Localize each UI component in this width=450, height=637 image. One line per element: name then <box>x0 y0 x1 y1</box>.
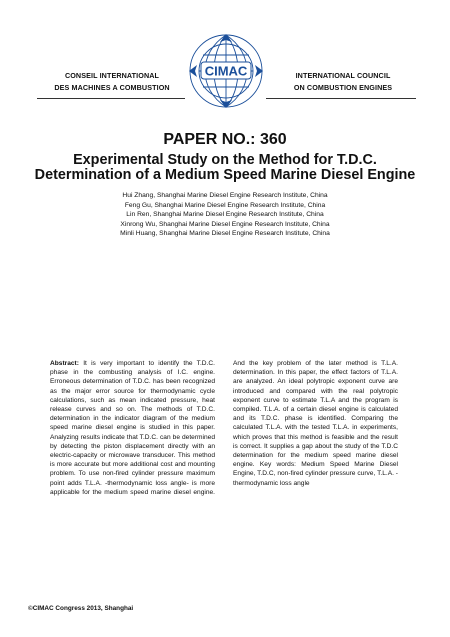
footer-copyright: ©CIMAC Congress 2013, Shanghai <box>28 605 134 612</box>
cimac-logo <box>188 33 264 109</box>
author-line: Feng Gu, Shanghai Marine Diesel Engine Research Institute, China <box>124 201 326 209</box>
abstract <box>50 359 398 497</box>
french-org-name <box>37 70 187 94</box>
abstract-label: Abstract: <box>50 360 79 367</box>
paper-number: PAPER NO.: 360 <box>163 131 287 148</box>
org-line: DES MACHINES A COMBUSTION <box>54 83 170 92</box>
english-org-name <box>268 70 418 94</box>
org-line: INTERNATIONAL COUNCIL <box>295 71 391 80</box>
org-line: ON COMBUSTION ENGINES <box>293 83 393 92</box>
author-line: Hui Zhang, Shanghai Marine Diesel Engine Research Institute, China <box>122 192 328 199</box>
paper-title: Experimental Study on the Method for T.D.C. Determination of a Medium Speed Marine Diesel Engine <box>34 152 416 183</box>
abstract-text: It is very important to identify the T.D.C. phase in the combusting analysis of I.C. engine. Erroneous determination of T.D.C. has been recognized as the major error source for thermodynamic cycle calculations, such as mean indicated pressure, heat release curves and so on. The methods of T.D.C. determination in the indicator diagram of the medium speed marine diesel engine is studied in this paper. Analyzing results indicate that T.D.C. can be determined by detecting the piston displacement directly with an electric-capacity or microwave transducer. This method is more accurate but more additional cost and mounting problem. To use non-fired cylinder pressure maximum point adds T.L.A. -thermodynamic loss angle- is more applicable for the medium speed marine diesel engine. And the key problem of the later method is T.L.A. determination. In this paper, the effect factors of T.L.A. are analyzed. An ideal polytropic exponent curve are introduced and compared with the real polytropic exponent curve to estimate T.L.A and the program is compiled. T.L.A. of a certain diesel engine is calculated and its T.D.C. phase is identified. Comparing the calculated T.L.A. with the tested T.L.A. in experiments, which proves that this method is feasible and the result is correct. It supplies a gap about the study of the T.D.C determination for the medium speed marine diesel engine. Key words: Medium Speed Marine Diesel Engine, T.D.C, non-fired cylinder pressure curve, T.L.A. -thermodynamic loss angle <box>50 360 398 496</box>
author-line: Minli Huang, Shanghai Marine Diesel Engine Research Institute, China <box>120 230 330 238</box>
page-header <box>0 0 450 120</box>
header-rule-right <box>266 98 416 99</box>
author-line: Lin Ren, Shanghai Marine Diesel Engine Research Institute, China <box>126 211 324 219</box>
header-rule-left <box>37 98 185 99</box>
title-block <box>30 131 420 239</box>
author-line: Xinrong Wu, Shanghai Marine Diesel Engine Research Institute, China <box>120 220 330 228</box>
org-line: CONSEIL INTERNATIONAL <box>64 71 160 80</box>
logo-text: CIMAC <box>204 63 248 79</box>
author-list <box>30 191 420 239</box>
